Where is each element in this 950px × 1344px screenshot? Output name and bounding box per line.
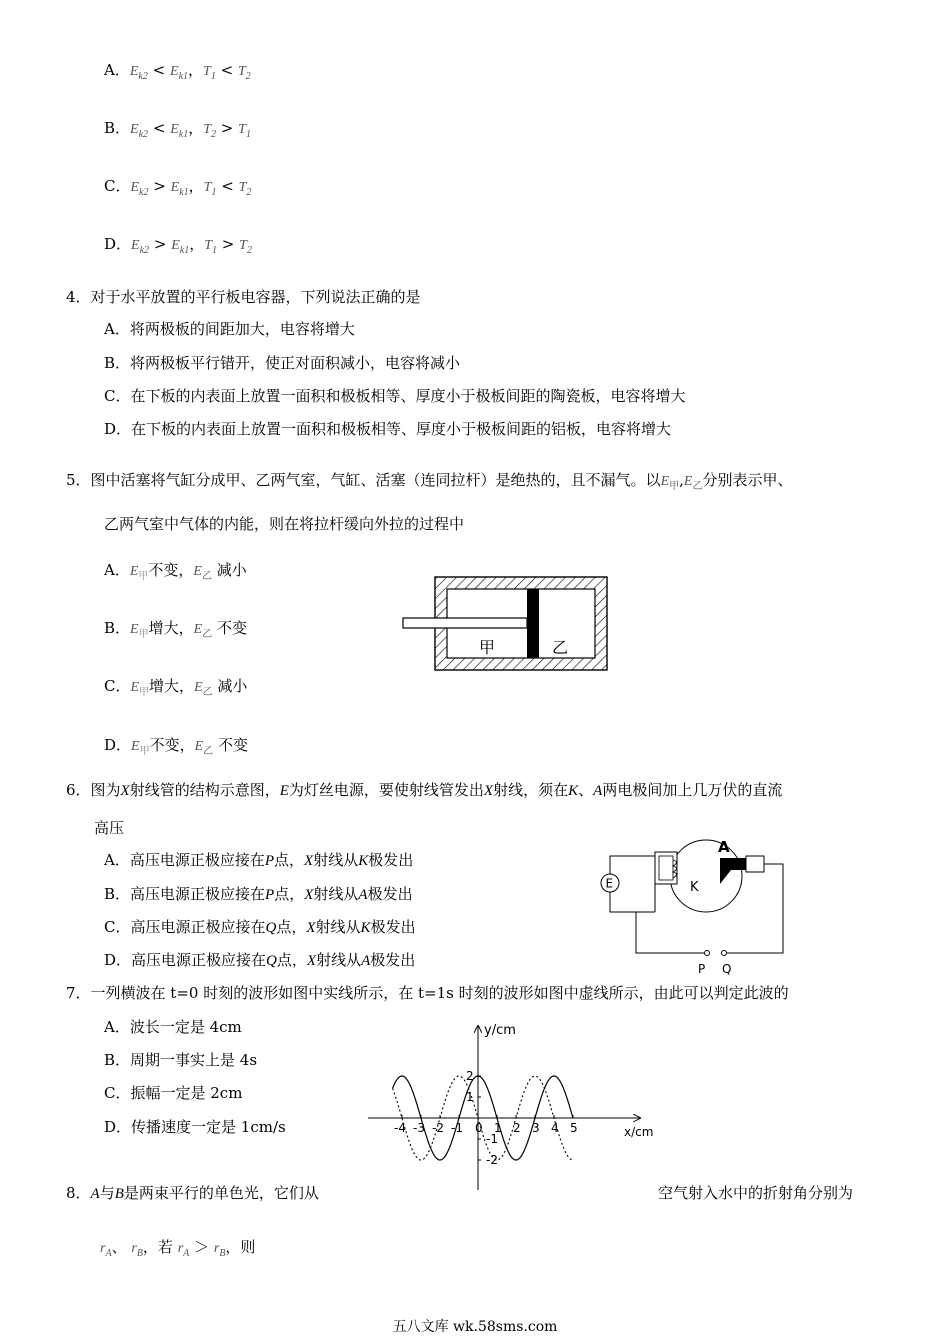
footer-watermark: 五八文库 wk.58sms.com	[392, 1319, 558, 1335]
terminal-q-label: Q	[722, 962, 732, 976]
chamber-label-jia: 甲	[479, 638, 496, 657]
q7-option-a: A．波长一定是 4cm	[104, 1018, 242, 1036]
x-tick-label: 2	[513, 1121, 521, 1135]
q8-stem-right: 空气射入水中的折射角分别为	[658, 1184, 854, 1202]
q8-condition: $r_A$、 $r_B$，若 $r_A > r_B$，则	[100, 1238, 256, 1259]
x-tick-label: -3	[413, 1121, 425, 1135]
q5-option-a: A．$E_甲$不变，$E_乙$ 减小	[104, 561, 247, 582]
terminal-p	[705, 951, 710, 956]
q4-option-d: D．在下板的内表面上放置一面积和极板相等、厚度小于极板间距的铝板，电容将增大	[104, 420, 672, 438]
wire-bottom	[636, 912, 704, 953]
y-tick-label: 1	[466, 1090, 474, 1104]
piston	[527, 589, 539, 658]
terminal-q	[722, 951, 727, 956]
q6-stem: 6．图为X射线管的结构示意图，E为灯丝电源，要使射线管发出X射线，须在K、A两电极间加上几万伏的直流	[66, 781, 783, 799]
x-tick-label: 4	[551, 1121, 559, 1135]
q6-option-d: D．高压电源正极应接在Q点，X射线从A极发出	[104, 951, 416, 969]
q7-option-c: C．振幅一定是 2cm	[104, 1084, 243, 1102]
chamber-label-yi: 乙	[552, 638, 569, 657]
anode-label: A	[718, 838, 730, 856]
x-tick-label: 5	[570, 1121, 578, 1135]
q3-option-b: B．$E_{k2} < E_{k1}$，$T_2 > T_1$	[104, 119, 251, 140]
y-tick-label: -1	[486, 1132, 498, 1146]
q8-stem: 8．A与B是两束平行的单色光，它们从	[66, 1184, 319, 1202]
q5-stem-cont: 乙两气室中气体的内能，则在将拉杆缓向外拉的过程中	[104, 515, 465, 533]
wire-top-left	[610, 856, 655, 874]
q4-option-a: A．将两极板的间距加大，电容将增大	[104, 320, 355, 338]
tube-bulb	[670, 840, 742, 912]
x-tick-label: 1	[494, 1121, 502, 1135]
q5-option-c: C．$E_甲$增大，$E_乙$ 减小	[104, 677, 248, 698]
q4-option-b: B．将两极板平行错开，使正对面积减小，电容将减小	[104, 354, 461, 372]
q7-stem: 7．一列横波在 t=0 时刻的波形如图中实线所示，在 t=1s 时刻的波形如图中虚线所示，由此可以判定此波的	[66, 984, 789, 1002]
x-tick-label: 3	[532, 1121, 540, 1135]
q3-option-d: D．$E_{k2} > E_{k1}$，$T_1 > T_2$	[104, 235, 252, 256]
wire-bottom-left	[610, 892, 655, 912]
q6-option-b: B．高压电源正极应接在P点，X射线从A极发出	[104, 885, 413, 903]
q3-option-c: C．$E_{k2} > E_{k1}$，$T_1 < T_2$	[104, 177, 252, 198]
y-tick-label: -2	[486, 1153, 498, 1167]
y-axis-label: y/cm	[484, 1023, 516, 1038]
q3-option-a: A．$E_{k2} < E_{k1}$，$T_1 < T_2$	[104, 61, 251, 82]
x-tick-label: -4	[394, 1121, 406, 1135]
q6-stem-cont: 高压	[94, 819, 125, 837]
q5-option-b: B．$E_甲$增大，$E_乙$ 不变	[104, 619, 247, 640]
y-tick-label: 2	[466, 1069, 474, 1083]
piston-rod	[403, 618, 527, 628]
q5-option-d: D．$E_甲$不变，$E_乙$ 不变	[104, 736, 248, 757]
q5-stem: 5．图中活塞将气缸分成甲、乙两气室，气缸、活塞（连同拉杆）是绝热的，且不漏气。以$E_甲,E_乙$分别表示甲、	[66, 471, 793, 492]
x-tick-label: -2	[432, 1121, 444, 1135]
q4-stem: 4．对于水平放置的平行板电容器，下列说法正确的是	[66, 288, 421, 306]
q4-option-c: C．在下板的内表面上放置一面积和极板相等、厚度小于极板间距的陶瓷板，电容将增大	[104, 387, 686, 405]
source-e-label: E	[605, 876, 614, 891]
xray-tube-diagram	[596, 826, 792, 978]
anode-housing	[746, 856, 764, 872]
cylinder-diagram	[400, 574, 612, 674]
terminal-p-label: P	[698, 962, 706, 976]
wave-graph	[360, 1020, 670, 1192]
x-tick-label: 0	[475, 1121, 483, 1135]
x-axis-label: x/cm	[624, 1125, 654, 1139]
cathode-label: K	[690, 880, 699, 895]
q6-option-c: C．高压电源正极应接在Q点，X射线从K极发出	[104, 918, 416, 936]
q7-option-b: B．周期一事实上是 4s	[104, 1051, 258, 1069]
q6-option-a: A．高压电源正极应接在P点，X射线从K极发出	[104, 851, 414, 869]
q7-option-d: D．传播速度一定是 1cm/s	[104, 1118, 286, 1136]
x-tick-label: -1	[451, 1121, 463, 1135]
